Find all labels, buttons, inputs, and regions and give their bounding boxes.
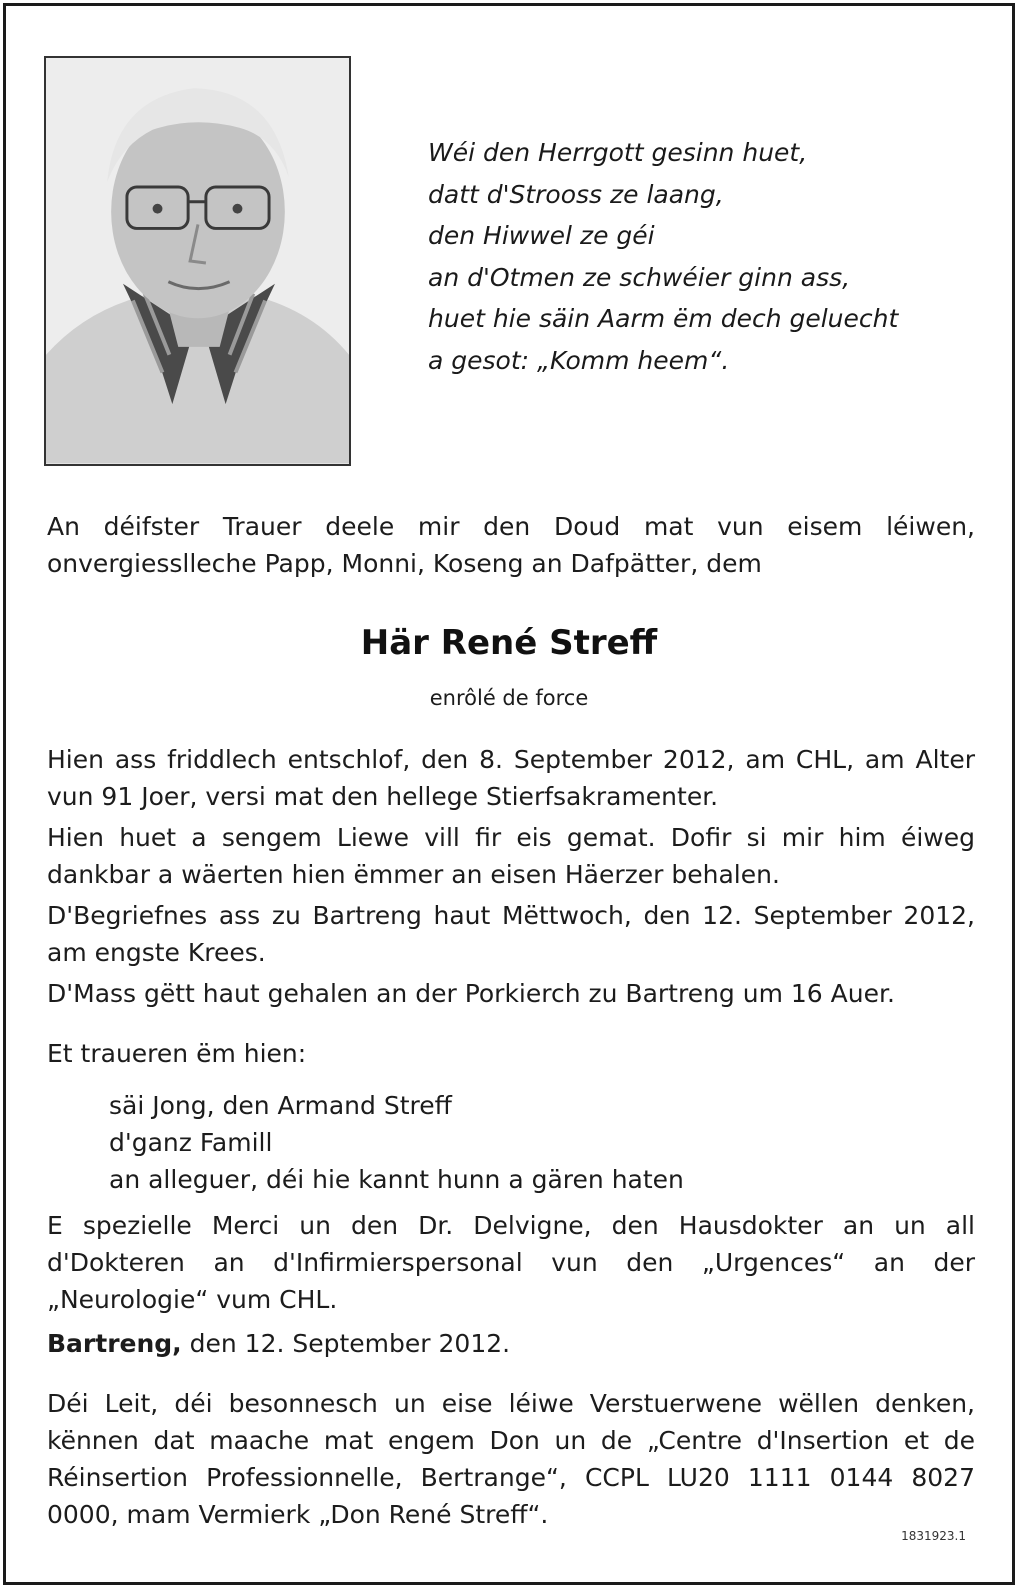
deceased-subtitle: enrôlé de force <box>429 686 589 710</box>
paragraph-gratitude: Hien huet a sengem Liewe vill fir eis gemat. Dofir si mir him éiweg dankbar a wäerten hien ëmmer an eisen Häerzer behalen. <box>47 823 975 889</box>
portrait-photo <box>44 56 351 466</box>
paragraph-funeral: D'Begriefnes ass zu Bartreng haut Mëttwoch, den 12. September 2012, am engste Krees. <box>47 901 975 967</box>
reference-number: 1831923.1 <box>901 1529 966 1543</box>
mourners-list <box>109 1087 684 1198</box>
paragraph-mass: D'Mass gëtt haut gehalen an der Porkierch zu Bartreng um 16 Auer. <box>47 979 895 1008</box>
poem-line: datt d'Strooss ze laang, <box>428 179 724 209</box>
place-name: Bartreng, <box>47 1329 182 1358</box>
intro-paragraph: An déifster Trauer deele mir den Doud mat vun eisem léiwen, onvergiesslleche Papp, Monni, Koseng an Dafpätter, dem <box>47 512 975 578</box>
mourner-line: säi Jong, den Armand Streff <box>109 1091 452 1120</box>
deceased-name: Här René Streff <box>360 623 658 663</box>
notice-date: den 12. September 2012. <box>181 1329 511 1358</box>
poem-line: Wéi den Herrgott gesinn huet, <box>428 138 808 167</box>
place-date-line <box>47 1325 975 1362</box>
mourner-line: an alleguer, déi hie kannt hunn a gären haten <box>109 1165 684 1194</box>
memorial-poem <box>428 132 898 381</box>
mourners-heading: Et traueren ëm hien: <box>47 1039 307 1068</box>
poem-line: an d'Otmen ze schwéier ginn ass, <box>428 262 851 292</box>
poem-line: a gesot: „Komm heem“. <box>428 345 730 375</box>
mourner-line: d'ganz Famill <box>109 1128 273 1157</box>
thanks-paragraph: E spezielle Merci un den Dr. Delvigne, den Hausdokter an un all d'Dokteren an d'Infirmierspersonal vun den „Urgences“ an der „Neurologie“ vum CHL. <box>47 1211 975 1314</box>
poem-line: huet hie säin Aarm ëm dech geluecht <box>428 304 899 333</box>
poem-line: den Hiwwel ze géi <box>428 221 655 250</box>
paragraph-death: Hien ass friddlech entschlof, den 8. September 2012, am CHL, am Alter vun 91 Joer, versi mat den hellege Stierfsakramenter. <box>47 745 975 811</box>
donation-paragraph: Déi Leit, déi besonnesch un eise léiwe Verstuerwene wëllen denken, kënnen dat maache mat engem Don un de „Centre d'Insertion et de Réinsertion Professionnelle, Bertrange“, CCPL LU20 1111 0144 8027 0000, mam Vermierk „Don René Streff“. <box>47 1389 975 1529</box>
